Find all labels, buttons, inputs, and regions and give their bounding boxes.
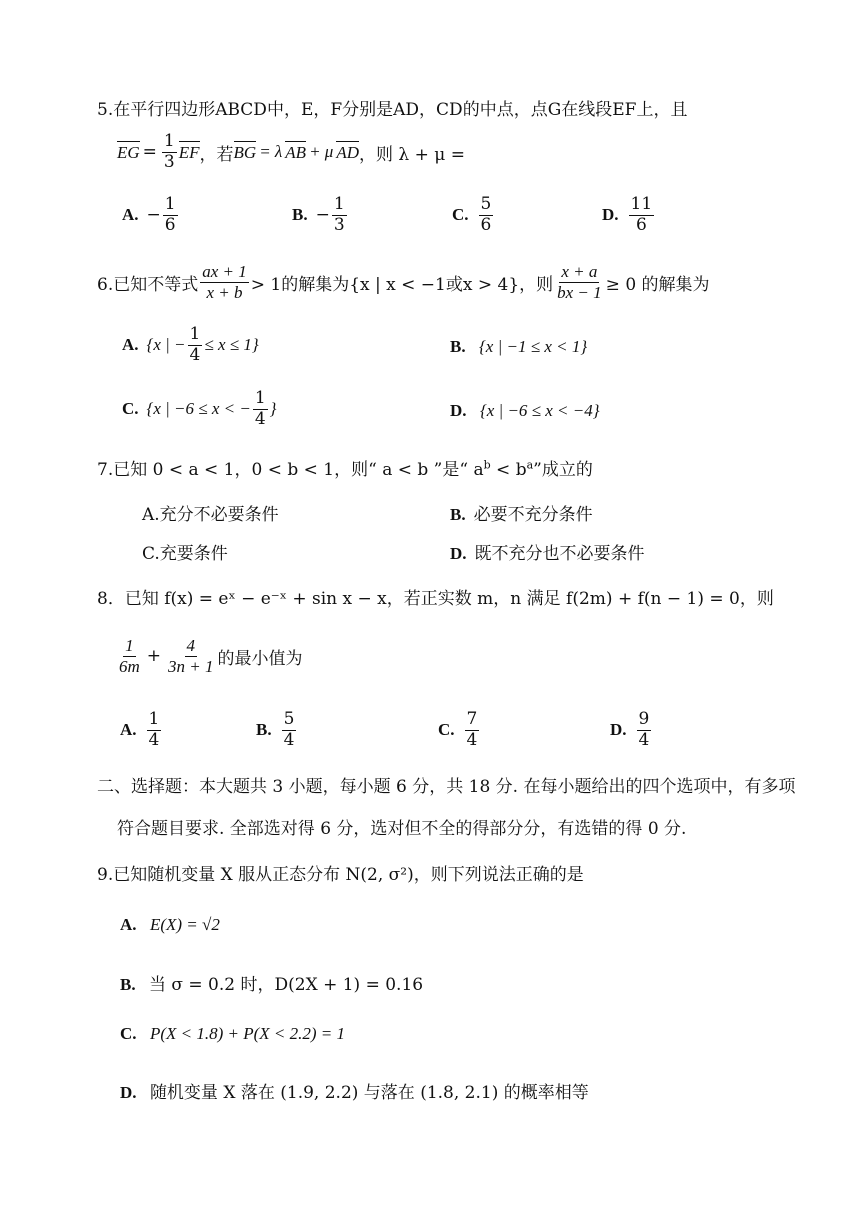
q8-end: 的最小值为 xyxy=(217,648,303,669)
numerator: 5 xyxy=(283,709,295,729)
q6-option-b[interactable] xyxy=(450,337,587,357)
fraction-one-third xyxy=(162,132,177,172)
q7-option-d[interactable] xyxy=(450,539,645,564)
denominator: 4 xyxy=(254,408,266,429)
q5-mid-text: ，若 xyxy=(199,144,234,165)
option-label: A. xyxy=(122,335,139,355)
q8-option-d[interactable] xyxy=(610,710,653,750)
option-label: D. xyxy=(602,205,619,225)
option-label: D. xyxy=(610,720,627,740)
fraction xyxy=(479,195,494,235)
fraction-ax1-xb xyxy=(200,262,249,302)
option-label: C. xyxy=(438,720,455,740)
option-text: 既不充分也不必要条件 xyxy=(474,544,645,564)
numerator: 9 xyxy=(638,709,650,729)
option-text: {x | −6 ≤ x < −4} xyxy=(479,401,600,420)
denominator: 4 xyxy=(466,729,478,750)
option-label: D. xyxy=(450,544,467,563)
vector-ef: EF xyxy=(178,143,200,163)
fraction xyxy=(188,325,203,365)
section2-instructions: 符合题目要求. 全部选对得 6 分，选对但不全的得部分分，有选错的得 0 分. xyxy=(117,819,687,839)
numerator: ax + 1 xyxy=(202,262,247,281)
denominator: 4 xyxy=(283,729,295,750)
option-text: P(X < 1.8) + P(X < 2.2) = 1 xyxy=(149,1024,346,1043)
fraction xyxy=(147,710,162,750)
vector-eg: EG xyxy=(117,143,140,163)
minus-sign: − xyxy=(315,205,330,226)
numerator: 1 xyxy=(189,324,201,344)
numerator: 1 xyxy=(164,194,176,214)
fraction-1-6m xyxy=(117,636,142,676)
q7-option-b[interactable] xyxy=(450,500,593,525)
numerator: x + a xyxy=(561,262,598,281)
option-text: {x | −1 ≤ x < 1} xyxy=(479,337,588,356)
denominator: 4 xyxy=(638,729,650,750)
option-label: C. xyxy=(122,399,139,419)
exponent-a: a xyxy=(526,458,534,472)
q6-end: ≥ 0 的解集为 xyxy=(605,274,710,295)
option-text: 当 σ = 0.2 时，D(2X + 1) = 0.16 xyxy=(149,975,424,995)
denominator: 3 xyxy=(163,151,175,172)
q5-option-a[interactable] xyxy=(122,195,180,235)
eq-lambda: = λ xyxy=(259,142,283,162)
denominator: 4 xyxy=(148,729,160,750)
option-label: B. xyxy=(450,505,466,524)
numerator: 4 xyxy=(186,636,196,655)
q9-option-d[interactable] xyxy=(120,1078,589,1103)
vector-ab: AB xyxy=(285,143,307,163)
q7-end: ”成立的 xyxy=(533,460,593,480)
denominator: 6 xyxy=(480,214,492,235)
option-label: D. xyxy=(120,1083,137,1102)
denominator: 6m xyxy=(119,656,140,676)
q5-line2 xyxy=(117,132,465,172)
denominator: 6 xyxy=(635,214,647,235)
denominator: 3n + 1 xyxy=(168,656,214,676)
denominator: x + b xyxy=(206,282,243,302)
minus-sign: − xyxy=(146,205,161,226)
q7-option-a[interactable]: A.充分不必要条件 xyxy=(142,505,279,525)
q7-mid: < b xyxy=(490,460,527,480)
vector-bg: BG xyxy=(233,143,257,163)
vector-ad: AD xyxy=(336,143,360,163)
denominator: bx − 1 xyxy=(557,282,602,302)
q5-option-c[interactable] xyxy=(452,195,495,235)
q7-option-c[interactable]: C.充要条件 xyxy=(142,544,228,564)
q5-option-b[interactable] xyxy=(292,195,349,235)
option-post: } xyxy=(269,399,277,419)
plus-mu: + μ xyxy=(309,142,334,162)
fraction-4-3n1 xyxy=(166,636,215,676)
option-pre: {x | −6 ≤ x < − xyxy=(146,399,251,419)
q6-option-d[interactable] xyxy=(450,401,600,421)
q9-option-c[interactable] xyxy=(120,1024,345,1044)
fraction xyxy=(629,195,655,235)
numerator: 1 xyxy=(254,388,266,408)
option-label: B. xyxy=(256,720,272,740)
q9-option-b[interactable] xyxy=(120,970,423,995)
numerator: 7 xyxy=(466,709,478,729)
option-label: B. xyxy=(120,975,136,994)
option-text: 必要不充分条件 xyxy=(473,505,593,525)
option-text: E(X) = √2 xyxy=(149,915,220,934)
option-text: 随机变量 X 落在 (1.9, 2.2) 与落在 (1.8, 2.1) 的概率相等 xyxy=(149,1083,589,1103)
numerator: 1 xyxy=(163,131,175,151)
q5-option-d[interactable] xyxy=(602,195,656,235)
option-label: A. xyxy=(122,205,139,225)
option-pre: {x | − xyxy=(146,335,186,355)
exponent-b: b xyxy=(483,458,491,472)
option-label: A. xyxy=(120,720,137,740)
fraction xyxy=(332,195,347,235)
q6-stem xyxy=(97,262,710,302)
q8-line2 xyxy=(115,636,303,676)
numerator: 1 xyxy=(148,709,160,729)
fraction xyxy=(282,710,297,750)
numerator: 1 xyxy=(125,636,134,655)
denominator: 3 xyxy=(333,214,345,235)
option-label: C. xyxy=(452,205,469,225)
section2-heading: 二、选择题：本大题共 3 小题，每小题 6 分，共 18 分. 在每小题给出的四个选项中，有多项 xyxy=(97,777,796,797)
q5-end-text: ，则 λ + μ = xyxy=(359,144,465,165)
plus-sign: + xyxy=(146,646,162,667)
denominator: 4 xyxy=(189,344,201,365)
q5-line1: 5.在平行四边形ABCD中，E，F分别是AD，CD的中点，点G在线段EF上，且 xyxy=(97,100,688,120)
option-label: B. xyxy=(292,205,308,225)
q8-option-a[interactable] xyxy=(120,710,163,750)
option-label: D. xyxy=(450,401,467,420)
eq-sign: = xyxy=(142,142,157,163)
q8-option-b[interactable] xyxy=(256,710,298,750)
numerator: 5 xyxy=(480,194,492,214)
numerator: 11 xyxy=(630,194,653,214)
fraction xyxy=(253,389,268,429)
option-label: B. xyxy=(450,337,466,356)
fraction xyxy=(465,710,480,750)
numerator: 1 xyxy=(333,194,345,214)
option-post: ≤ x ≤ 1} xyxy=(204,335,259,355)
q7-stem xyxy=(97,455,593,480)
fraction xyxy=(637,710,652,750)
q6-option-c[interactable] xyxy=(122,389,276,429)
option-label: C. xyxy=(120,1024,137,1043)
q7-pre: 7.已知 0 < a < 1，0 < b < 1，则“ a < b ”是“ a xyxy=(97,460,484,480)
q9-option-a[interactable] xyxy=(120,915,220,935)
fraction-xa-bx1 xyxy=(555,262,604,302)
q6-option-a[interactable] xyxy=(122,325,259,365)
fraction xyxy=(163,195,178,235)
q9-stem: 9.已知随机变量 X 服从正态分布 N(2, σ²)，则下列说法正确的是 xyxy=(97,865,584,885)
q8-line1: 8．已知 f(x) = eˣ − e⁻ˣ + sin x − x，若正实数 m，n 满足 f(2m) + f(n − 1) = 0，则 xyxy=(97,589,774,609)
q6-pre: 6.已知不等式 xyxy=(97,274,199,295)
q8-option-c[interactable] xyxy=(438,710,481,750)
option-label: A. xyxy=(120,915,137,934)
q6-mid: > 1的解集为{x | x < −1或x > 4}，则 xyxy=(250,274,554,295)
denominator: 6 xyxy=(164,214,176,235)
